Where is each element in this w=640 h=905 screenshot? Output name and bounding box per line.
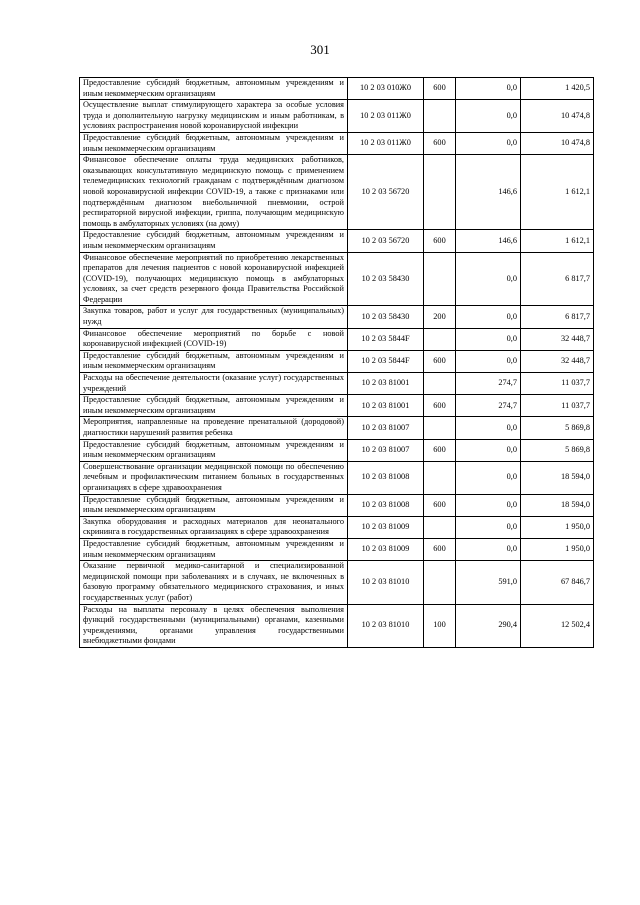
row-target-code: 10 2 03 011Ж0 — [348, 100, 424, 133]
row-amount-change: 290,4 — [456, 604, 521, 647]
row-amount-change: 274,7 — [456, 373, 521, 395]
row-amount-change: 274,7 — [456, 395, 521, 417]
row-amount-change: 591,0 — [456, 561, 521, 604]
row-target-code: 10 2 03 56720 — [348, 155, 424, 230]
row-description: Предоставление субсидий бюджетным, автономным учреждениям и иным некоммерческим организациям — [80, 78, 348, 100]
row-description: Расходы на выплаты персоналу в целях обеспечения выполнения функций государственными (муниципальными) органами, казенными учреждениями, органами управления государственными внебюджетными фондами — [80, 604, 348, 647]
table-row — [80, 373, 594, 395]
row-target-code: 10 2 03 81008 — [348, 461, 424, 494]
row-expense-type — [424, 252, 456, 306]
row-target-code: 10 2 03 81008 — [348, 494, 424, 516]
table-row — [80, 155, 594, 230]
row-amount-total: 32 448,7 — [521, 328, 594, 350]
row-amount-change: 0,0 — [456, 538, 521, 560]
row-target-code: 10 2 03 81007 — [348, 439, 424, 461]
row-expense-type — [424, 561, 456, 604]
row-amount-change: 0,0 — [456, 417, 521, 439]
row-target-code: 10 2 03 81009 — [348, 516, 424, 538]
budget-table — [79, 77, 594, 648]
row-amount-change: 146,6 — [456, 230, 521, 252]
row-expense-type: 600 — [424, 494, 456, 516]
row-amount-total: 11 037,7 — [521, 373, 594, 395]
table-row — [80, 350, 594, 372]
row-expense-type — [424, 461, 456, 494]
row-description: Закупка товаров, работ и услуг для государственных (муниципальных) нужд — [80, 306, 348, 328]
row-amount-change: 0,0 — [456, 252, 521, 306]
row-amount-total: 11 037,7 — [521, 395, 594, 417]
row-target-code: 10 2 03 58430 — [348, 252, 424, 306]
row-amount-total: 1 950,0 — [521, 516, 594, 538]
row-target-code: 10 2 03 011Ж0 — [348, 132, 424, 154]
row-description: Предоставление субсидий бюджетным, автономным учреждениям и иным некоммерческим организациям — [80, 439, 348, 461]
row-description: Закупка оборудования и расходных материалов для неонатального скрининга в государственных организациях в сфере здравоохранения — [80, 516, 348, 538]
row-amount-total: 10 474,8 — [521, 132, 594, 154]
page-number: 301 — [310, 42, 330, 57]
row-expense-type — [424, 373, 456, 395]
row-amount-change: 0,0 — [456, 350, 521, 372]
row-expense-type — [424, 155, 456, 230]
row-amount-total: 1 612,1 — [521, 155, 594, 230]
row-description: Финансовое обеспечение оплаты труда медицинских работников, оказывающих консультативную медицинскую помощь с применением телемедицинских технологий гражданам с подтверждённым диагнозом новой коронавирусной инфекции COVID-19, а также с признаками или подтверждённым диагнозом внебольничной пневмонии, острой респираторной вирусной инфекции, гриппа, получающим медицинскую помощь в амбулаторных условиях (на дому) — [80, 155, 348, 230]
row-description: Финансовое обеспечение мероприятий по приобретению лекарственных препаратов для лечения пациентов с новой коронавирусной инфекцией (COVID-19), получающих медицинскую помощь в амбулаторных условиях, за счет средств резервного фонда Правительства Российской Федерации — [80, 252, 348, 306]
table-row — [80, 494, 594, 516]
row-target-code: 10 2 03 58430 — [348, 306, 424, 328]
row-amount-total: 5 869,8 — [521, 439, 594, 461]
row-expense-type: 600 — [424, 395, 456, 417]
row-target-code: 10 2 03 81009 — [348, 538, 424, 560]
table-row — [80, 230, 594, 252]
row-expense-type: 600 — [424, 230, 456, 252]
row-expense-type: 100 — [424, 604, 456, 647]
row-expense-type: 600 — [424, 350, 456, 372]
table-row — [80, 461, 594, 494]
table-row — [80, 252, 594, 306]
row-target-code: 10 2 03 81001 — [348, 373, 424, 395]
row-amount-total: 1 420,5 — [521, 78, 594, 100]
row-amount-total: 5 869,8 — [521, 417, 594, 439]
row-target-code: 10 2 03 81007 — [348, 417, 424, 439]
row-expense-type — [424, 328, 456, 350]
row-description: Осуществление выплат стимулирующего характера за особые условия труда и дополнительную нагрузку медицинским и иным работникам, в условиях распространения новой коронавирусной инфекции — [80, 100, 348, 133]
table-row — [80, 516, 594, 538]
row-amount-change: 146,6 — [456, 155, 521, 230]
row-amount-change: 0,0 — [456, 132, 521, 154]
row-description: Предоставление субсидий бюджетным, автономным учреждениям и иным некоммерческим организациям — [80, 132, 348, 154]
table-row — [80, 439, 594, 461]
row-amount-change: 0,0 — [456, 78, 521, 100]
row-target-code: 10 2 03 81001 — [348, 395, 424, 417]
row-description: Предоставление субсидий бюджетным, автономным учреждениям и иным некоммерческим организациям — [80, 538, 348, 560]
row-description: Предоставление субсидий бюджетным, автономным учреждениям и иным некоммерческим организациям — [80, 230, 348, 252]
row-target-code: 10 2 03 81010 — [348, 604, 424, 647]
table-row — [80, 604, 594, 647]
row-description: Оказание первичной медико-санитарной и специализированной медицинской помощи при заболеваниях и в случаях, не включенных в базовую программу обязательного медицинского страхования, и иных государственных услуг (работ) — [80, 561, 348, 604]
row-expense-type — [424, 516, 456, 538]
row-amount-change: 0,0 — [456, 516, 521, 538]
table-row — [80, 100, 594, 133]
row-amount-change: 0,0 — [456, 439, 521, 461]
row-target-code: 10 2 03 010Ж0 — [348, 78, 424, 100]
row-expense-type — [424, 417, 456, 439]
row-amount-change: 0,0 — [456, 328, 521, 350]
row-target-code: 10 2 03 5844F — [348, 350, 424, 372]
row-amount-total: 6 817,7 — [521, 252, 594, 306]
table-row — [80, 417, 594, 439]
row-amount-change: 0,0 — [456, 461, 521, 494]
row-amount-change: 0,0 — [456, 494, 521, 516]
row-amount-total: 18 594,0 — [521, 461, 594, 494]
row-amount-total: 67 846,7 — [521, 561, 594, 604]
row-description: Предоставление субсидий бюджетным, автономным учреждениям и иным некоммерческим организациям — [80, 395, 348, 417]
row-target-code: 10 2 03 81010 — [348, 561, 424, 604]
row-amount-change: 0,0 — [456, 100, 521, 133]
row-expense-type: 600 — [424, 78, 456, 100]
row-amount-total: 32 448,7 — [521, 350, 594, 372]
row-amount-total: 12 502,4 — [521, 604, 594, 647]
table-row — [80, 132, 594, 154]
table-row — [80, 538, 594, 560]
row-description: Совершенствование организации медицинской помощи по обеспечению лечебным и профилактическим питанием больных в государственных организациях в сфере здравоохранения — [80, 461, 348, 494]
row-description: Финансовое обеспечение мероприятий по борьбе с новой коронавирусной инфекцией (COVID-19) — [80, 328, 348, 350]
row-expense-type: 600 — [424, 132, 456, 154]
row-amount-total: 1 612,1 — [521, 230, 594, 252]
table-row — [80, 561, 594, 604]
row-description: Мероприятия, направленные на проведение пренатальной (дородовой) диагностики нарушений развития ребенка — [80, 417, 348, 439]
row-target-code: 10 2 03 56720 — [348, 230, 424, 252]
row-amount-change: 0,0 — [456, 306, 521, 328]
row-expense-type: 600 — [424, 439, 456, 461]
row-amount-total: 10 474,8 — [521, 100, 594, 133]
table-row — [80, 395, 594, 417]
row-description: Предоставление субсидий бюджетным, автономным учреждениям и иным некоммерческим организациям — [80, 350, 348, 372]
table-row — [80, 78, 594, 100]
table-row — [80, 306, 594, 328]
row-expense-type: 600 — [424, 538, 456, 560]
row-expense-type: 200 — [424, 306, 456, 328]
row-description: Предоставление субсидий бюджетным, автономным учреждениям и иным некоммерческим организациям — [80, 494, 348, 516]
row-description: Расходы на обеспечение деятельности (оказание услуг) государственных учреждений — [80, 373, 348, 395]
table-row — [80, 328, 594, 350]
row-expense-type — [424, 100, 456, 133]
row-target-code: 10 2 03 5844F — [348, 328, 424, 350]
row-amount-total: 18 594,0 — [521, 494, 594, 516]
row-amount-total: 6 817,7 — [521, 306, 594, 328]
row-amount-total: 1 950,0 — [521, 538, 594, 560]
